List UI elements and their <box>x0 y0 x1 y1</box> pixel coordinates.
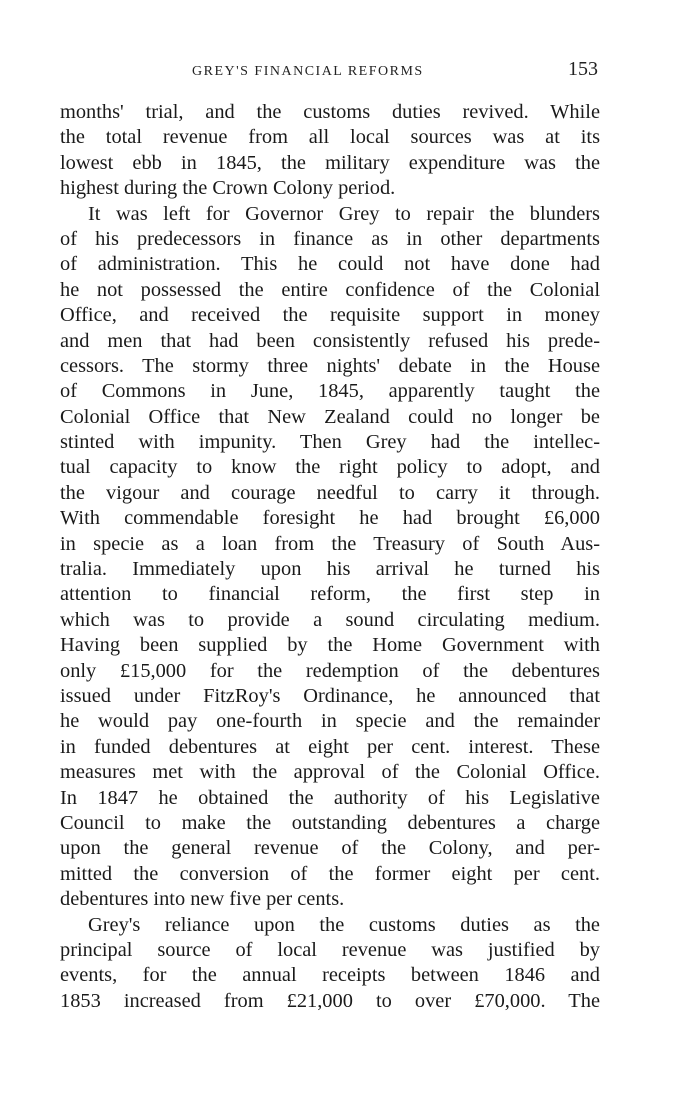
text-line: debentures into new five per cents. <box>60 888 345 911</box>
text-line: attention to financial reform, the first step in <box>60 583 600 606</box>
text-line: cessors. The stormy three nights' debate in the House <box>60 354 600 377</box>
text-line: 1853 increased from £21,000 to over £70,000. The <box>60 989 600 1012</box>
text-line: tralia. Immediately upon his arrival he turned his <box>60 558 600 581</box>
page-number: 153 <box>568 58 598 80</box>
text-line: only £15,000 for the redemption of the debentures <box>60 659 600 682</box>
text-line: Having been supplied by the Home Government with <box>60 634 600 657</box>
text-line: and men that had been consistently refused his prede- <box>60 329 600 352</box>
text-line: lowest ebb in 1845, the military expenditure was the <box>60 151 600 174</box>
text-line: highest during the Crown Colony period. <box>60 177 396 200</box>
text-line: With commendable foresight he had brought £6,000 <box>60 507 600 530</box>
text-line: Office, and received the requisite support in money <box>60 304 600 327</box>
text-line: months' trial, and the customs duties revived. While <box>60 101 600 123</box>
text-line: in specie as a loan from the Treasury of South Aus- <box>60 532 600 555</box>
text-line: the total revenue from all local sources was at its <box>60 126 600 149</box>
text-line: principal source of local revenue was justified by <box>60 938 600 961</box>
text-line: the vigour and courage needful to carry it through. <box>60 481 600 504</box>
text-line: It was left for Governor Grey to repair the blunders <box>88 202 600 225</box>
text-line: mitted the conversion of the former eight per cent. <box>60 862 600 885</box>
body-text <box>60 100 600 1014</box>
text-line: measures met with the approval of the Colonial Office. <box>60 761 600 784</box>
running-head: GREY'S FINANCIAL REFORMS <box>192 64 424 79</box>
text-line: issued under FitzRoy's Ordinance, he announced that <box>60 684 600 707</box>
text-line: he not possessed the entire confidence of the Colonial <box>60 278 600 301</box>
text-line: in funded debentures at eight per cent. interest. These <box>60 735 600 758</box>
text-line: which was to provide a sound circulating medium. <box>60 608 600 631</box>
text-line: tual capacity to know the right policy to adopt, and <box>60 456 600 479</box>
text-line: of administration. This he could not have done had <box>60 253 600 276</box>
text-line: stinted with impunity. Then Grey had the intellec- <box>60 431 600 454</box>
text-line: he would pay one-fourth in specie and the remainder <box>60 710 600 733</box>
text-line: of Commons in June, 1845, apparently taught the <box>60 380 600 403</box>
text-line: Council to make the outstanding debentures a charge <box>60 811 600 834</box>
text-line: Grey's reliance upon the customs duties as the <box>88 913 600 936</box>
text-line: Colonial Office that New Zealand could no longer be <box>60 405 600 428</box>
text-line: In 1847 he obtained the authority of his Legislative <box>60 786 600 809</box>
text-line: upon the general revenue of the Colony, and per- <box>60 837 600 860</box>
text-line: of his predecessors in finance as in other departments <box>60 227 600 250</box>
page-header <box>60 56 600 86</box>
text-line: events, for the annual receipts between 1846 and <box>60 964 600 987</box>
